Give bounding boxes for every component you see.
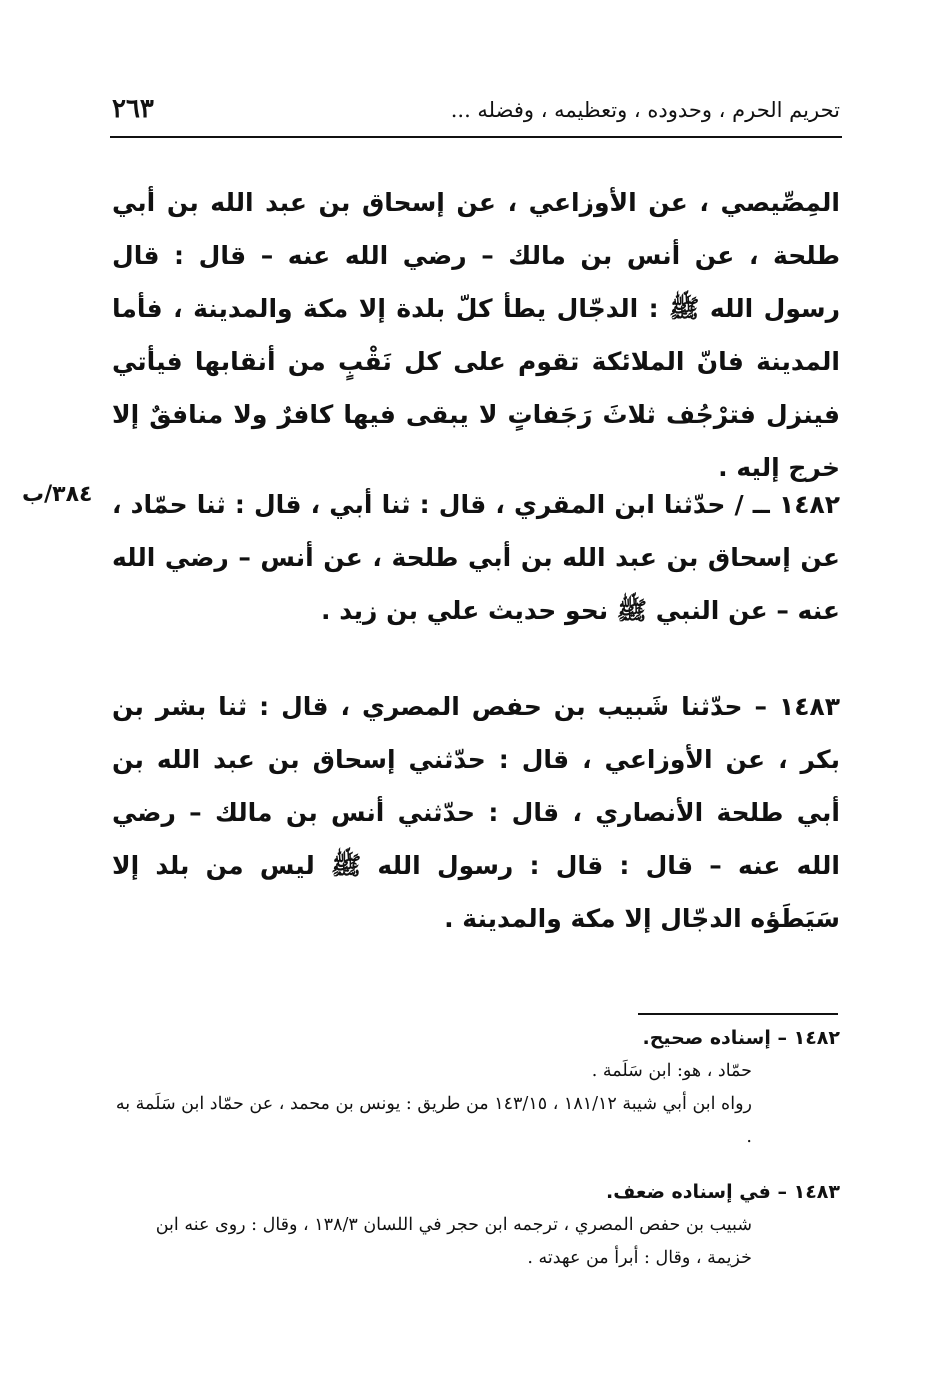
paragraph-hadith-1482: ١٤٨٢ ــ / حدّثنا ابن المقري ، قال : ثنا أبي ، قال : ثنا حمّاد ، عن إسحاق بن عبد الله بن أبي طلحة ، عن أنس – رضي الله عنه – عن النبي ﷺ نحو حديث علي بن زيد . bbox=[112, 490, 840, 625]
footnote-1483-heading: ١٤٨٣ – في إسناده ضعف. bbox=[606, 1181, 840, 1203]
page-header bbox=[112, 92, 840, 132]
footnote-divider bbox=[638, 1013, 838, 1015]
footnote-1482-line: حمّاد ، هو: ابن سَلَمة . bbox=[591, 1061, 752, 1081]
paragraph-continued-hadith: المِصِّيصي ، عن الأوزاعي ، عن إسحاق بن عبد الله بن أبي طلحة ، عن أنس بن مالك – رضي الله عنه – قال : قال رسول الله ﷺ : الدجّال يطأ كلّ بلدة إلا مكة والمدينة ، فأما المدينة فانّ الملائكة تقوم على كل نَقْبٍ من أنقابها فيأتي فينزل فترْجُف ثلاثَ رَجَفاتٍ لا يبقى فيها كافرٌ ولا منافقٌ إلا خرج إليه . bbox=[112, 188, 840, 482]
footnote-1482-heading: ١٤٨٢ – إسناده صحيح. bbox=[642, 1027, 840, 1049]
running-title: تحريم الحرم ، وحدوده ، وتعظيمه ، وفضله ... bbox=[450, 98, 840, 122]
header-divider bbox=[110, 136, 842, 138]
manuscript-folio-note: ٣٨٤/ب bbox=[22, 482, 93, 507]
paragraph-hadith-1483: ١٤٨٣ – حدّثنا شَبيب بن حفص المصري ، قال : ثنا بشر بن بكر ، عن الأوزاعي ، قال : حدّثني إسحاق بن عبد الله بن أبي طلحة الأنصاري ، قال : حدّثني أنس بن مالك – رضي الله عنه – قال : قال : رسول الله ﷺ ليس من بلد إلا سَيَطَؤه الدجّال إلا مكة والمدينة . bbox=[112, 692, 840, 933]
footnote-1482-line: رواه ابن أبي شيبة ١٨١/١٢ ، ١٤٣/١٥ من طريق : يونس بن محمد ، عن حمّاد ابن سَلَمة به . bbox=[115, 1094, 752, 1147]
footnotes bbox=[110, 1022, 840, 1275]
page-number: ٢٦٣ bbox=[112, 94, 154, 124]
footnote-spacer bbox=[110, 1154, 840, 1176]
footnote-1483-line: شبيب بن حفص المصري ، ترجمه ابن حجر في اللسان ١٣٨/٣ ، وقال : روى عنه ابن خزيمة ، وقال : أبرأ من عهدته . bbox=[155, 1215, 752, 1268]
